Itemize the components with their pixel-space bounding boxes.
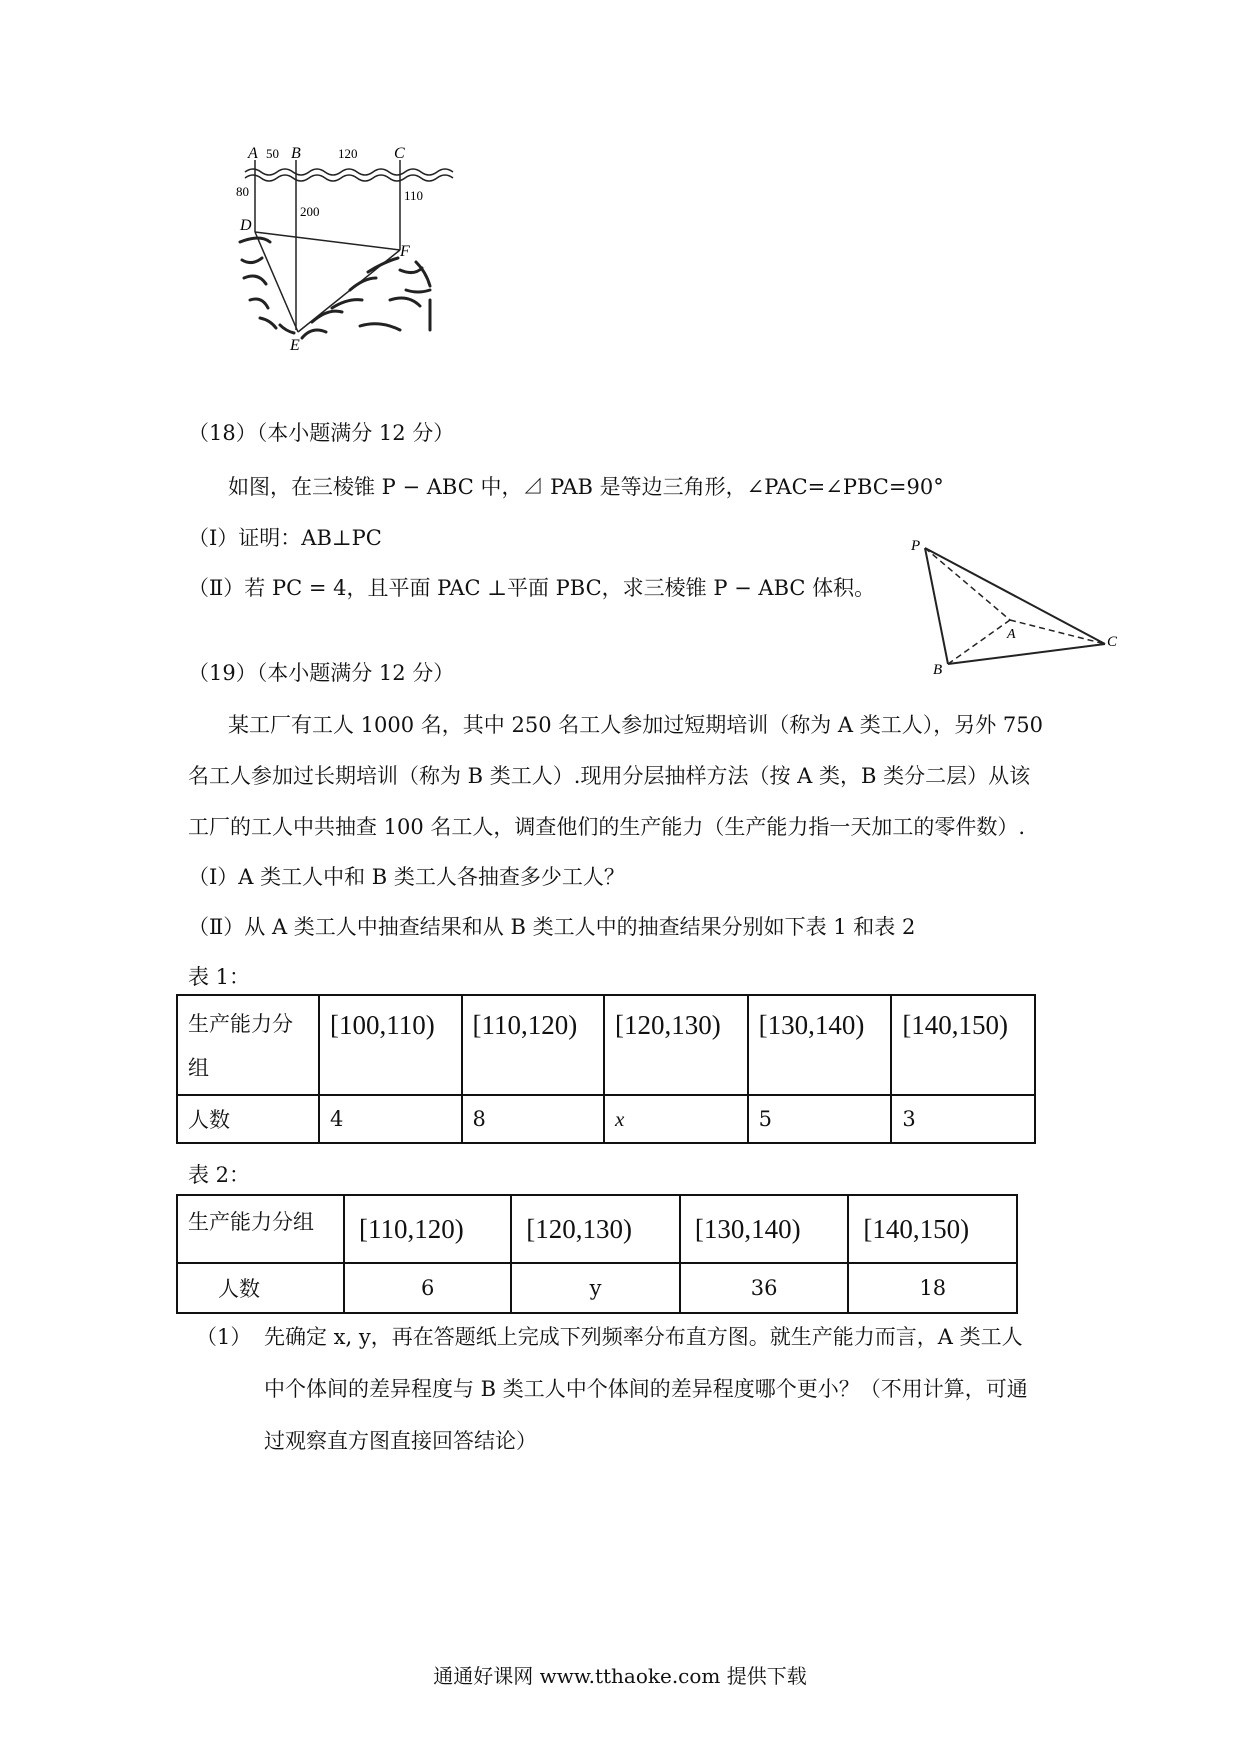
interval: [140,150): [902, 1010, 1009, 1040]
table-cell: [748, 995, 892, 1095]
tetrahedron-figure: [905, 538, 1125, 678]
dim-cf: 110: [404, 188, 424, 203]
valley-diagram: [236, 145, 500, 390]
table-cell: [344, 1195, 511, 1263]
label-F: F: [400, 243, 410, 260]
dim-ab: 50: [266, 146, 279, 161]
interval: [110,120): [472, 1010, 578, 1040]
table-cell: y: [511, 1263, 680, 1313]
table-row: [177, 1195, 1017, 1263]
label-D: D: [240, 217, 252, 234]
table-cell: [680, 1195, 849, 1263]
table-cell: [848, 1195, 1017, 1263]
table-header-cell: [177, 995, 319, 1095]
table-1: [176, 994, 1036, 1144]
label-E: E: [290, 337, 300, 354]
interval: [110,120): [359, 1213, 464, 1244]
sub1-number: （1）: [196, 1325, 252, 1349]
dim-ad: 80: [236, 184, 249, 199]
sub1-line1: 先确定 x, y，再在答题纸上完成下列频率分布直方图。就生产能力而言，A 类工人: [264, 1325, 1023, 1349]
label-B: B: [291, 145, 301, 162]
table-row: [177, 1095, 1035, 1143]
dim-be: 200: [300, 204, 320, 219]
table-row: [177, 995, 1035, 1095]
q18-intro: 如图，在三棱锥 P − ABC 中，⊿ PAB 是等边三角形，∠PAC=∠PBC=90°: [228, 475, 944, 499]
table-header-cell: 生产能力分组: [177, 1195, 344, 1263]
label-A: A: [1007, 627, 1016, 642]
label-C: C: [1107, 634, 1118, 650]
table2-label: 表 2：: [188, 1163, 251, 1187]
interval: [120,130): [615, 1010, 721, 1040]
q19-part1: （Ⅰ）A 类工人中和 B 类工人各抽查多少工人？: [188, 865, 625, 889]
table-cell: 3: [891, 1095, 1035, 1143]
table-cell: [604, 995, 748, 1095]
edge-BC: [948, 644, 1105, 664]
footer-text: 通通好课网 www.tthaoke.com 提供下载: [433, 1664, 807, 1688]
table-cell: 18: [848, 1263, 1017, 1313]
line-DF: [255, 232, 400, 250]
table-cell: 5: [748, 1095, 892, 1143]
interval: [130,140): [694, 1213, 801, 1244]
header-label-line2: 组: [188, 1056, 209, 1080]
interval: [100,110): [330, 1010, 435, 1040]
q19-para2: 名工人参加过长期培训（称为 B 类工人）.现用分层抽样方法（按 A 类，B 类分二层）从该: [188, 764, 1031, 788]
row-label: 人数: [177, 1263, 344, 1313]
label-A: A: [248, 145, 258, 162]
table-2: [176, 1194, 1018, 1314]
table-cell: [511, 1195, 680, 1263]
dim-bc: 120: [338, 146, 358, 161]
table-cell: [462, 995, 605, 1095]
q18-part1: （Ⅰ）证明：AB⊥PC: [188, 526, 382, 550]
q19-part2: （Ⅱ）从 A 类工人中抽查结果和从 B 类工人中的抽查结果分别如下表 1 和表 2: [188, 915, 916, 939]
edge-AC: [1010, 620, 1105, 644]
table-cell: 36: [680, 1263, 849, 1313]
table-cell: 6: [344, 1263, 511, 1313]
edge-PB: [925, 548, 948, 664]
sub1-line3: 过观察直方图直接回答结论）: [264, 1429, 537, 1453]
interval: [140,150): [863, 1213, 970, 1244]
table-cell: 4: [319, 1095, 462, 1143]
q19-para3: 工厂的工人中共抽查 100 名工人，调查他们的生产能力（生产能力指一天加工的零件数）.: [188, 815, 1026, 839]
table-cell: x: [604, 1095, 748, 1143]
sub1-line2: 中个体间的差异程度与 B 类工人中个体间的差异程度哪个更小？（不用计算，可通: [264, 1377, 1028, 1401]
table-cell: 8: [462, 1095, 605, 1143]
q18-header: （18）（本小题满分 12 分）: [188, 421, 455, 445]
river-wave-top: [245, 169, 453, 175]
interval: [130,140): [758, 1010, 865, 1040]
label-C: C: [394, 145, 405, 162]
q19-para1: 某工厂有工人 1000 名，其中 250 名工人参加过短期培训（称为 A 类工人），另外 750: [228, 713, 1043, 737]
q18-part2: （Ⅱ）若 PC = 4，且平面 PAC ⊥平面 PBC，求三棱锥 P − ABC 体积。: [188, 576, 876, 600]
header-label-line1: 生产能力分: [188, 1012, 293, 1036]
q19-header: （19）（本小题满分 12 分）: [188, 661, 455, 685]
river-wave-bottom: [245, 175, 453, 181]
table-cell: [891, 995, 1035, 1095]
interval: [120,130): [526, 1213, 633, 1244]
label-B: B: [933, 662, 943, 678]
table-row: [177, 1263, 1017, 1313]
label-P: P: [911, 538, 921, 554]
row-label: 人数: [177, 1095, 319, 1143]
table-cell: [319, 995, 462, 1095]
table1-label: 表 1：: [188, 965, 251, 989]
